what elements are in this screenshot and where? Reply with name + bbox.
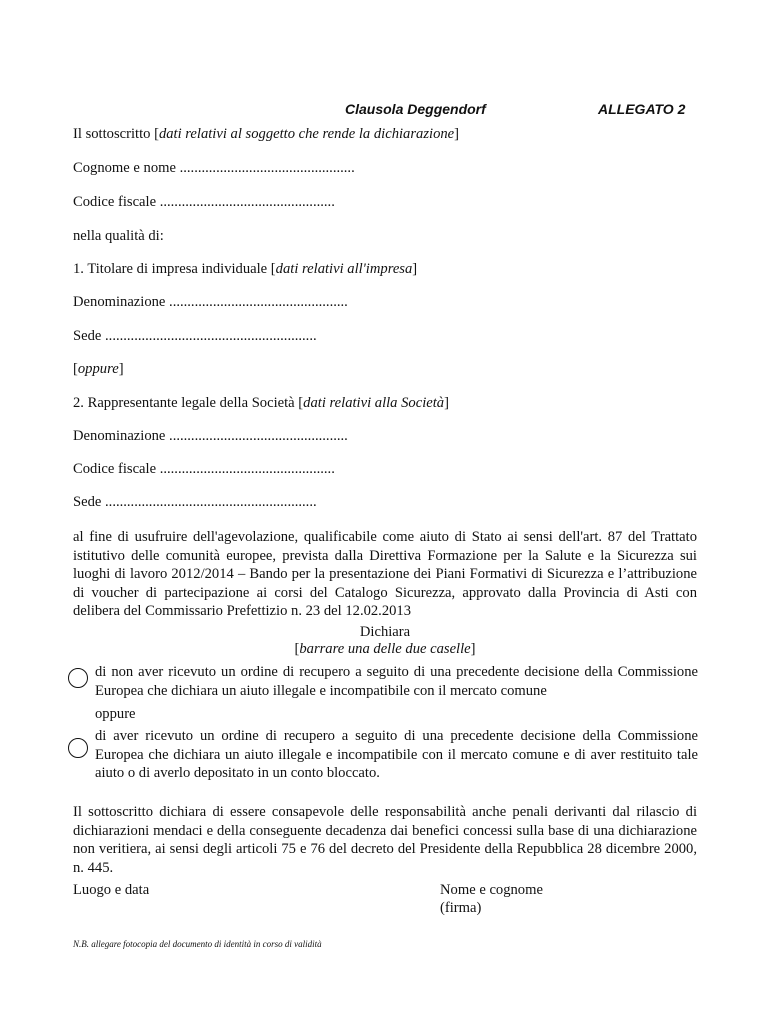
oppure-close: ] (118, 361, 124, 377)
intro-italic: dati relativi al soggetto che rende la dichiarazione (158, 126, 455, 142)
choice-second-text: di aver ricevuto un ordine di recupero a seguito di una precedente decisione della Commissione Europea che dichiara un aiuto illegale e incompatibile con il mercato comune e di aver restituito tale aiuto o di averlo depositato in un conto bloccato. (95, 728, 698, 782)
choice-oppure-text: oppure (95, 706, 136, 722)
intro-text: Il sottoscritto [ (73, 126, 159, 142)
signature-name-label: Nome e cognome (440, 882, 543, 898)
document-title: Clausola Deggendorf (345, 101, 486, 117)
option2-close: ] (444, 395, 449, 411)
option1-close: ] (412, 261, 418, 277)
signature-firma-label: (firma) (440, 900, 482, 916)
qualita-label: nella qualità di: (73, 228, 164, 244)
instruction-close: ] (470, 641, 476, 657)
option1-denominazione-field[interactable]: Denominazione ................................................. (73, 294, 348, 310)
choice-first-text: di non aver ricevuto un ordine di recupero a seguito di una precedente decisione della Commissione Europea che dichiara un aiuto illegale e incompatibile con il mercato comune (95, 664, 698, 699)
place-date-label: Luogo e data (73, 882, 150, 898)
dichiara-instruction (73, 641, 697, 658)
codice-fiscale-field[interactable]: Codice fiscale ................................................ (73, 194, 335, 210)
instruction-italic: barrare una delle due caselle (299, 641, 471, 657)
option2-codice-fiscale-field[interactable]: Codice fiscale ................................................ (73, 461, 335, 477)
option1-text: 1. Titolare di impresa individuale [ (73, 261, 276, 277)
option2-sede-field[interactable]: Sede .......................................................... (73, 494, 317, 510)
name-field[interactable]: Cognome e nome ................................................ (73, 160, 355, 176)
allegato-label: ALLEGATO 2 (598, 101, 686, 117)
option2-italic: dati relativi alla Società (303, 395, 445, 411)
purpose-paragraph: al fine di usufruire dell'agevolazione, qualificabile come aiuto di Stato ai sensi dell'art. 87 del Trattato istitutivo delle comunità europee, prevista dalla Direttiva Formazione per la Salute e la Sicurezza sui luoghi di lavoro 2012/2014 – Bando per la presentazione dei Piani Formativi di Sicurezza e l’attribuzione di voucher di partecipazione ai corsi del Catalogo Sicurezza, approvato dalla Provincia di Asti con delibera del Commissario Prefettizio n. 23 del 12.02.2013 (73, 529, 697, 620)
option1-italic: dati relativi all'impresa (275, 261, 413, 277)
option1-sede-field[interactable]: Sede .......................................................... (73, 328, 317, 344)
option1-heading (73, 261, 417, 278)
oppure-italic: oppure (77, 361, 119, 377)
oppure-bracket (73, 361, 124, 378)
choice-second-checkbox[interactable] (68, 738, 88, 758)
declaration-paragraph: Il sottoscritto dichiara di essere consapevole delle responsabilità anche penali derivanti dal rilascio di dichiarazioni mendaci e della conseguente decadenza dai benefici concessi sulla base di una dichiarazione non veritiera, ai sensi degli articoli 75 e 76 del decreto del Presidente della Repubblica 28 dicembre 2000, n. 445. (73, 804, 697, 876)
instruction-open: [ (294, 641, 300, 657)
intro-line (73, 126, 459, 143)
choice-first-checkbox[interactable] (68, 668, 88, 688)
option2-heading (73, 395, 449, 412)
oppure-open: [ (73, 361, 78, 377)
option2-denominazione-field[interactable]: Denominazione ................................................. (73, 428, 348, 444)
dichiara-title: Dichiara (359, 624, 411, 640)
footnote: N.B. allegare fotocopia del documento di identità in corso di validità (73, 939, 322, 949)
intro-close: ] (454, 126, 460, 142)
option2-text: 2. Rappresentante legale della Società [ (73, 395, 304, 411)
